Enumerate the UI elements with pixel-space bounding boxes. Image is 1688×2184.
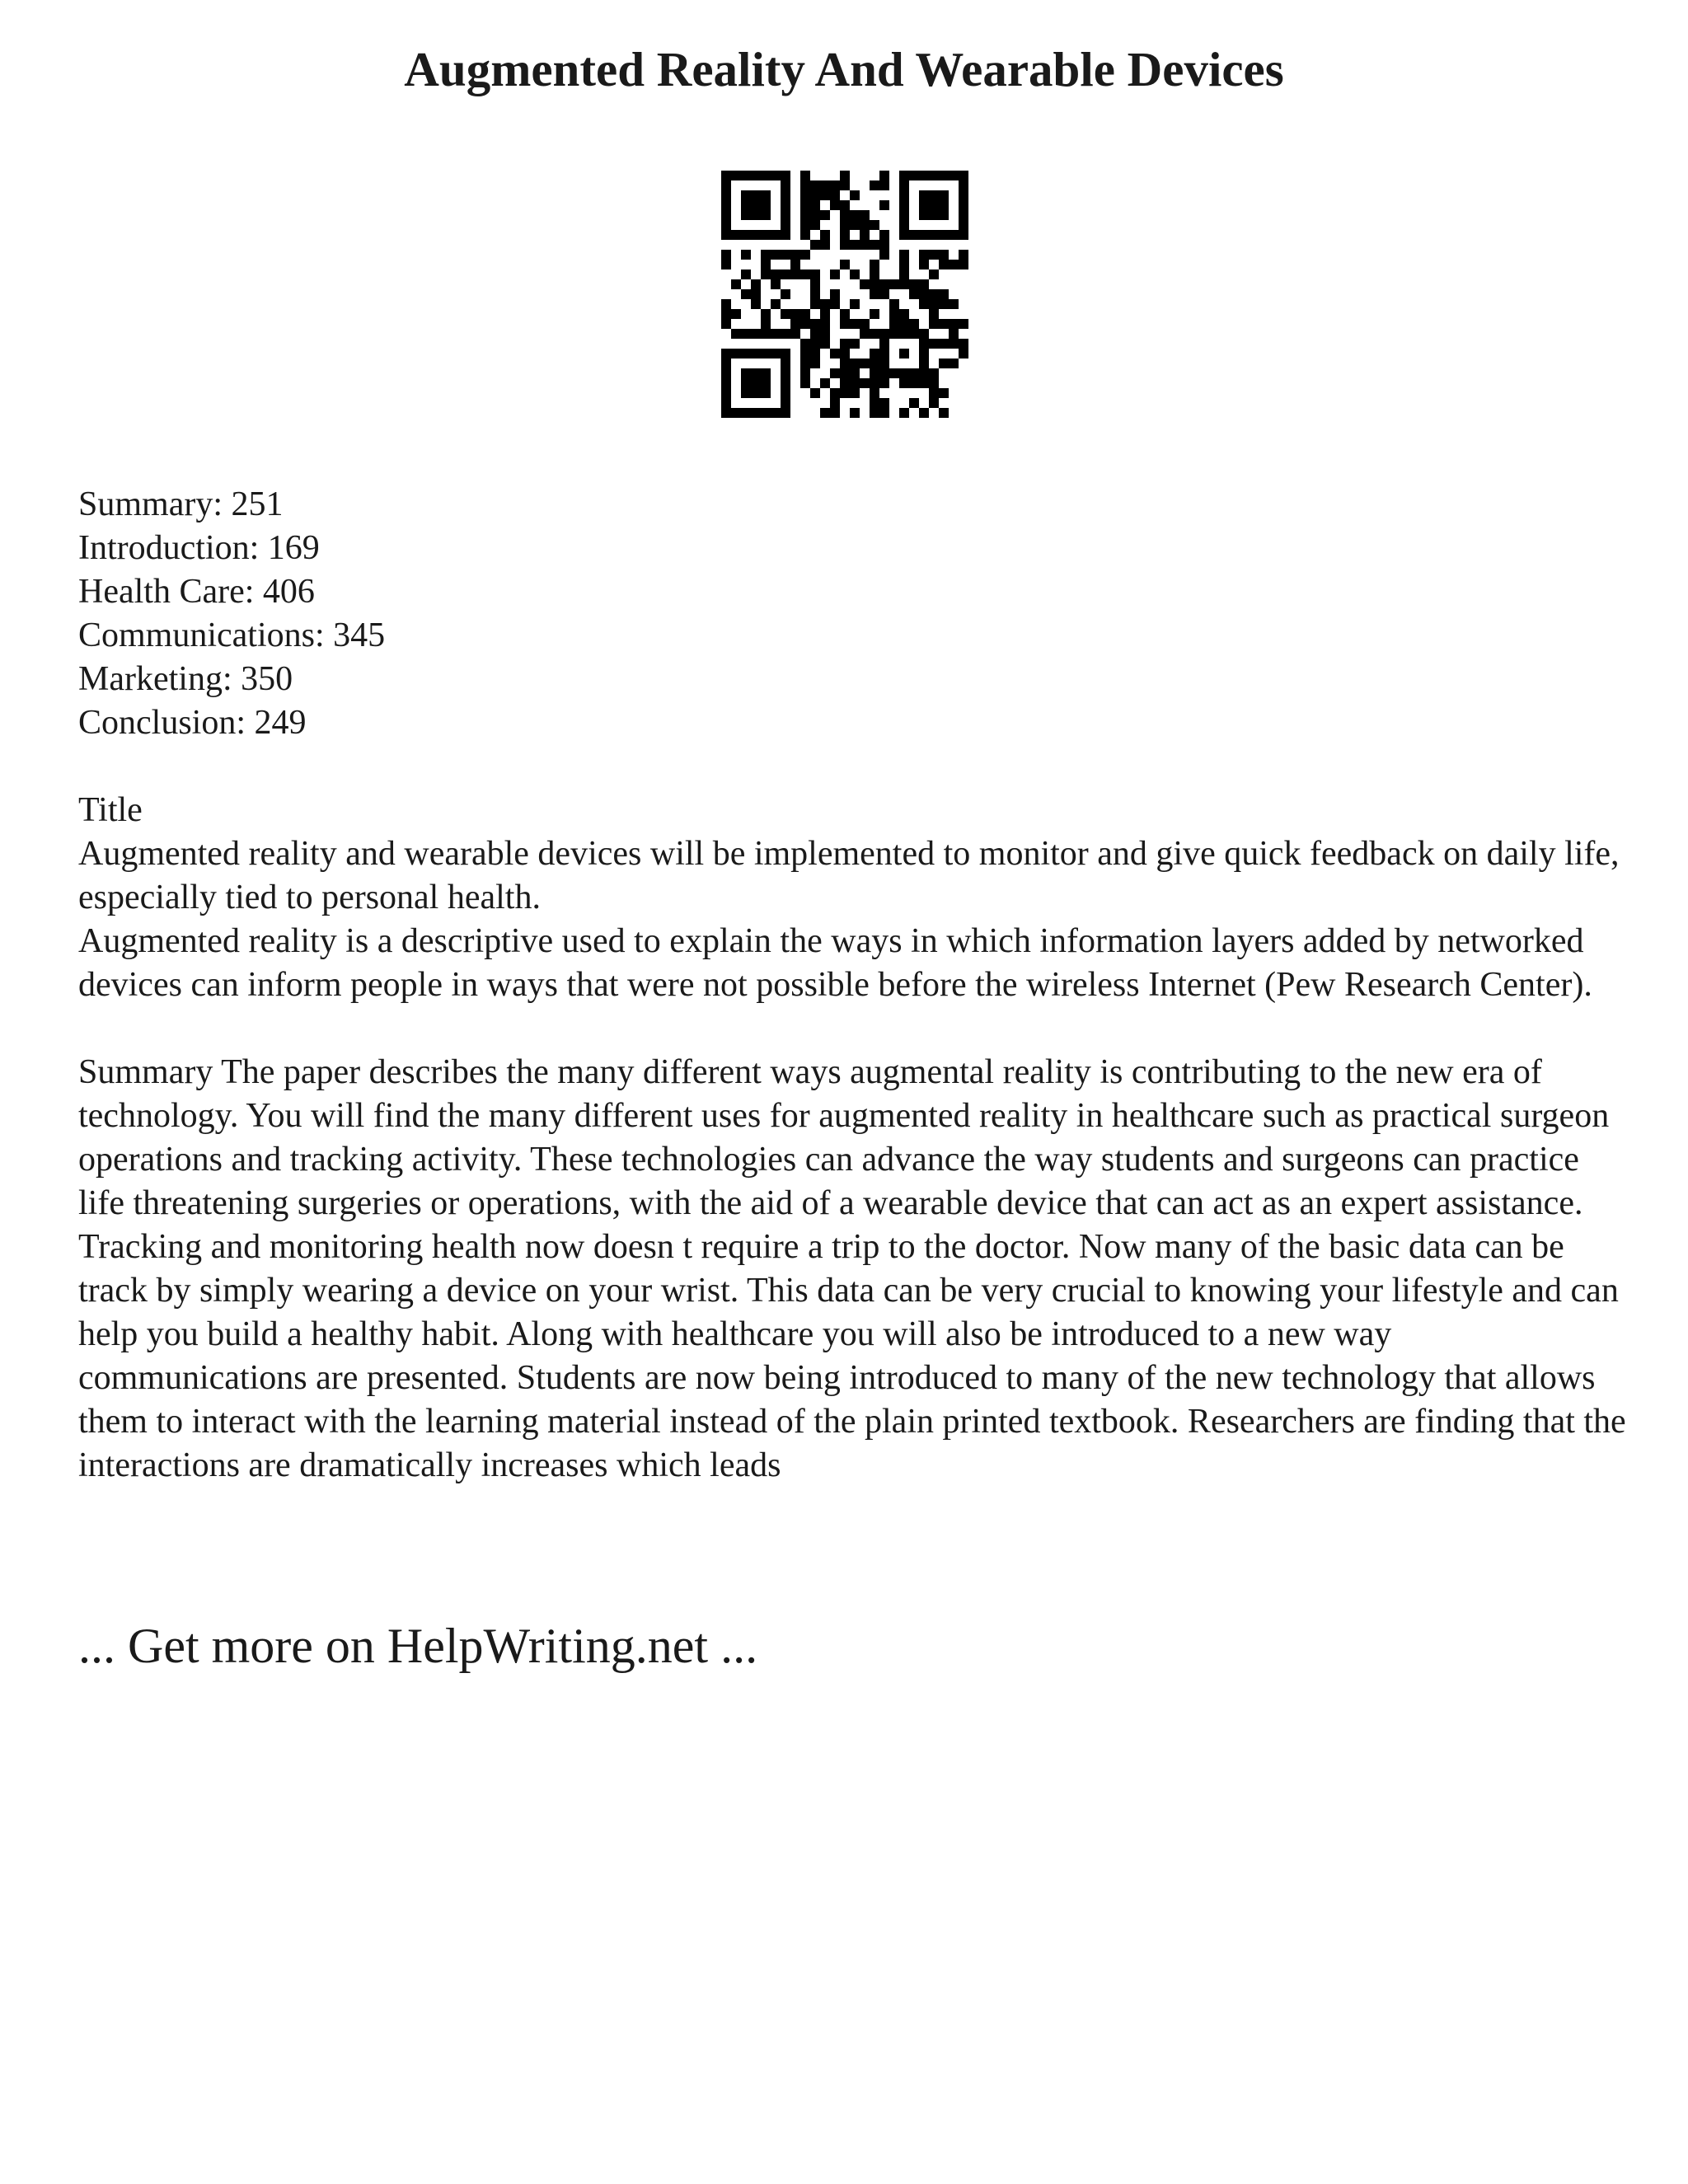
word-count-communications: Communications: 345 — [78, 616, 386, 654]
word-count-introduction: Introduction: 169 — [78, 529, 320, 567]
section-heading: Title — [78, 791, 143, 829]
get-more-link[interactable]: ... Get more on HelpWriting.net ... — [78, 1619, 758, 1673]
word-count-list — [78, 483, 1628, 745]
document-body — [78, 483, 1628, 1488]
paragraph-thesis: Augmented reality and wearable devices will be implemented to monitor and give quick feedback on daily life, especially tied to personal health. — [78, 835, 1620, 916]
document-title: Augmented Reality And Wearable Devices — [404, 42, 1284, 96]
word-count-summary: Summary: 251 — [78, 485, 284, 523]
qr-code-icon[interactable] — [721, 171, 968, 418]
paragraph-definition: Augmented reality is a descriptive used to explain the ways in which information layers added by networked devices can inform people in ways that were not possible before the wireless Internet (Pew Research Center). — [78, 922, 1592, 1004]
paragraph-summary: Summary The paper describes the many different ways augmental reality is contributing to the new era of technology. You will find the many different uses for augmented reality in healthcare such as practical surgeon operations and tracking activity. These technologies can advance the way students and surgeons can practice life threatening surgeries or operations, with the aid of a wearable device that can act as an expert assistance. Tracking and monitoring health now doesn t require a trip to the doctor. Now many of the basic data can be track by simply wearing a device on your wrist. This data can be very crucial to knowing your lifestyle and can help you build a healthy habit. Along with healthcare you will also be introduced to a new way communications are presented. Students are now being introduced to many of the new technology that allows them to interact with the learning material instead of the plain printed textbook. Researchers are finding that the interactions are dramatically increases which leads — [78, 1053, 1626, 1484]
word-count-marketing: Marketing: 350 — [78, 660, 293, 698]
word-count-health-care: Health Care: 406 — [78, 573, 315, 611]
word-count-conclusion: Conclusion: 249 — [78, 704, 307, 742]
